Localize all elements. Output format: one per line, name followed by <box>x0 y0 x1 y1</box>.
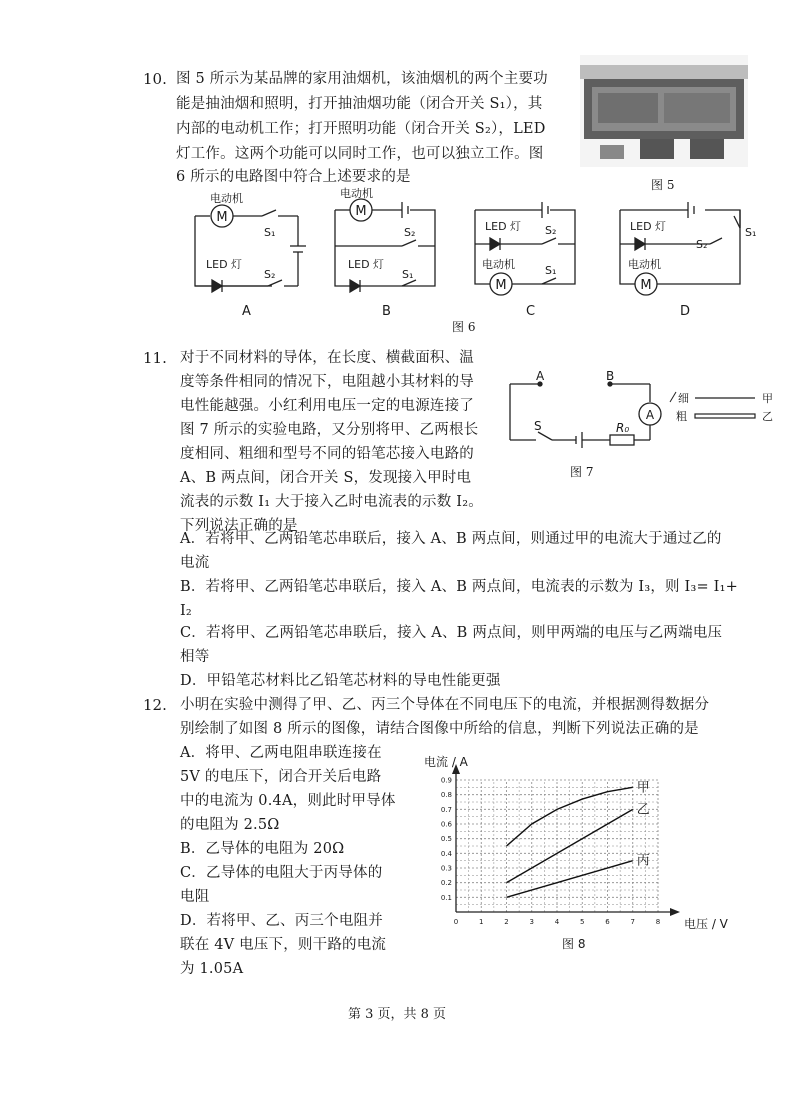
fig5-caption: 图 5 <box>651 178 675 192</box>
y-tick-label: 0.9 <box>440 776 452 785</box>
q12-option: 的电阻为 2.5Ω <box>180 817 280 833</box>
motor-label: 电动机 <box>628 258 661 271</box>
fig8-chart <box>420 750 750 960</box>
point-a-label: A <box>536 369 545 383</box>
x-axis-label: 电压 / V <box>684 917 728 931</box>
q12-option: 电阻 <box>180 889 210 905</box>
y-tick-label: 0.5 <box>440 835 452 844</box>
circuit-c <box>475 202 575 319</box>
led-label: LED 灯 <box>206 258 243 271</box>
q12-line: 别绘制了如图 8 所示的图像，请结合图像中所给的信息，判断下列说法正确的是 <box>180 721 699 737</box>
x-tick-label: 6 <box>605 918 610 926</box>
circuit-a <box>195 191 306 319</box>
x-tick-label: 2 <box>504 918 509 926</box>
x-tick-label: 3 <box>529 918 534 926</box>
q11-option: I₂ <box>180 603 192 619</box>
y-tick-label: 0.4 <box>440 849 452 858</box>
motor-label: 电动机 <box>340 187 373 200</box>
q11-line: 度相同、粗细和型号不同的铅笔芯接入电路的 <box>180 446 474 462</box>
q10-line: 能是抽油烟和照明，打开抽油烟功能（闭合开关 S₁），其 <box>176 96 543 112</box>
motor-symbol: M <box>355 204 367 219</box>
series-label: 乙 <box>636 802 650 818</box>
q11-line: 下列说法正确的是 <box>180 518 298 534</box>
led-label: LED 灯 <box>630 220 667 233</box>
q11-option: B．若将甲、乙两铅笔芯串联后，接入 A、B 两点间，电流表的示数为 I₃，则 I₃= I₁+ <box>180 579 738 595</box>
s1-label: S₁ <box>745 226 757 239</box>
q12-option: C．乙导体的电阻大于丙导体的 <box>180 865 383 881</box>
motor-symbol: M <box>216 210 228 225</box>
motor-label: 电动机 <box>210 192 243 205</box>
x-tick-label: 1 <box>479 918 484 926</box>
fig7-circuit <box>500 368 780 468</box>
option-a-label: A <box>242 304 251 319</box>
q11-option: D．甲铅笔芯材料比乙铅笔芯材料的导电性能更强 <box>180 673 501 689</box>
q12-option: B．乙导体的电阻为 20Ω <box>180 841 345 857</box>
q12-option: D．若将甲、乙、丙三个电阻并 <box>180 913 383 929</box>
yi-label: 乙 <box>762 410 773 423</box>
circuit-b <box>335 186 435 319</box>
s2-label: S₂ <box>696 238 708 251</box>
q12-option: 为 1.05A <box>180 961 244 977</box>
y-tick-label: 0.7 <box>440 805 452 814</box>
s2-label: S₂ <box>404 226 416 239</box>
q12-line: 小明在实验中测得了甲、乙、丙三个导体在不同电压下的电流，并根据测得数据分 <box>180 697 710 713</box>
s1-label: S₁ <box>402 268 414 281</box>
led-label: LED 灯 <box>485 220 522 233</box>
s1-label: S₁ <box>264 226 276 239</box>
q10-line: 图 5 所示为某品牌的家用油烟机，该油烟机的两个主要功 <box>176 71 548 87</box>
range-hood-photo <box>580 55 748 167</box>
q10-number: 10. <box>143 70 167 88</box>
circuit-d <box>620 202 756 319</box>
thin-label: 细 <box>678 392 689 405</box>
x-tick-label: 0 <box>453 918 459 926</box>
q12-number: 12. <box>143 696 167 714</box>
chart-ticks <box>441 777 660 927</box>
x-tick-label: 7 <box>630 918 635 926</box>
point-b-label: B <box>606 369 615 383</box>
q10-line: 内部的电动机工作；打开照明功能（闭合开关 S₂），LED <box>176 121 546 137</box>
fig6-caption: 图 6 <box>452 320 476 334</box>
fig7-caption: 图 7 <box>570 465 594 479</box>
y-tick-label: 0.1 <box>440 893 452 902</box>
s1-label: S₁ <box>545 264 557 277</box>
s2-label: S₂ <box>545 224 557 237</box>
switch-label: S <box>534 419 542 433</box>
ammeter-symbol: A <box>645 408 655 422</box>
x-tick-label: 8 <box>655 918 661 926</box>
page-footer: 第 3 页，共 8 页 <box>347 1007 447 1022</box>
jia-label: 甲 <box>762 392 773 405</box>
y-tick-label: 0.8 <box>440 791 452 800</box>
q11-line: 流表的示数 I₁ 大于接入乙时电流表的示数 I₂。 <box>180 494 483 510</box>
series-label: 丙 <box>636 853 650 869</box>
chart-grid <box>456 780 658 912</box>
motor-symbol: M <box>640 278 652 293</box>
thick-label: 粗 <box>676 410 687 423</box>
fig8-caption: 图 8 <box>562 937 586 951</box>
y-tick-label: 0.6 <box>440 820 452 829</box>
y-tick-label: 0.3 <box>440 864 452 873</box>
q11-line: 对于不同材料的导体，在长度、横截面积、温 <box>180 350 474 366</box>
q12-option: 联在 4V 电压下，则干路的电流 <box>180 937 387 953</box>
option-d-label: D <box>680 304 691 319</box>
q11-option: C．若将甲、乙两铅笔芯串联后，接入 A、B 两点间，则甲两端的电压与乙两端电压 <box>180 625 723 641</box>
resistor-label: R₀ <box>616 421 630 435</box>
q11-option: 电流 <box>180 555 210 571</box>
q11-option: A．若将甲、乙两铅笔芯串联后，接入 A、B 两点间，则通过甲的电流大于通过乙的 <box>180 531 722 547</box>
x-axis-arrow <box>670 908 680 916</box>
q12-option: 中的电流为 0.4A，则此时甲导体 <box>180 793 396 809</box>
q11-option: 相等 <box>180 649 210 665</box>
q11-line: 电性能越强。小红利用电压一定的电源连接了 <box>180 398 474 414</box>
q10-line: 灯工作。这两个功能可以同时工作，也可以独立工作。图 <box>176 146 544 162</box>
motor-symbol: M <box>495 278 507 293</box>
q11-number: 11. <box>143 349 167 367</box>
s2-label: S₂ <box>264 268 276 281</box>
q11-line: 度等条件相同的情况下，电阻越小其材料的导 <box>180 374 474 390</box>
q12-option: A．将甲、乙两电阻串联连接在 <box>180 745 382 761</box>
q11-line: 图 7 所示的实验电路，又分别将甲、乙两根长 <box>180 422 479 438</box>
q10-line: 6 所示的电路图中符合上述要求的是 <box>176 169 411 185</box>
q12-option: 5V 的电压下，闭合开关后电路 <box>180 769 382 785</box>
y-tick-label: 0.2 <box>440 879 452 888</box>
y-axis-label: 电流 / A <box>424 755 468 769</box>
option-c-label: C <box>526 304 536 319</box>
option-b-label: B <box>382 304 391 319</box>
series-label: 甲 <box>636 780 650 796</box>
motor-label: 电动机 <box>482 258 515 271</box>
x-tick-label: 4 <box>554 918 560 926</box>
x-tick-label: 5 <box>580 918 585 926</box>
led-label: LED 灯 <box>348 258 385 271</box>
circuit-diagrams <box>180 188 760 318</box>
q11-line: A、B 两点间，闭合开关 S，发现接入甲时电 <box>180 470 472 486</box>
